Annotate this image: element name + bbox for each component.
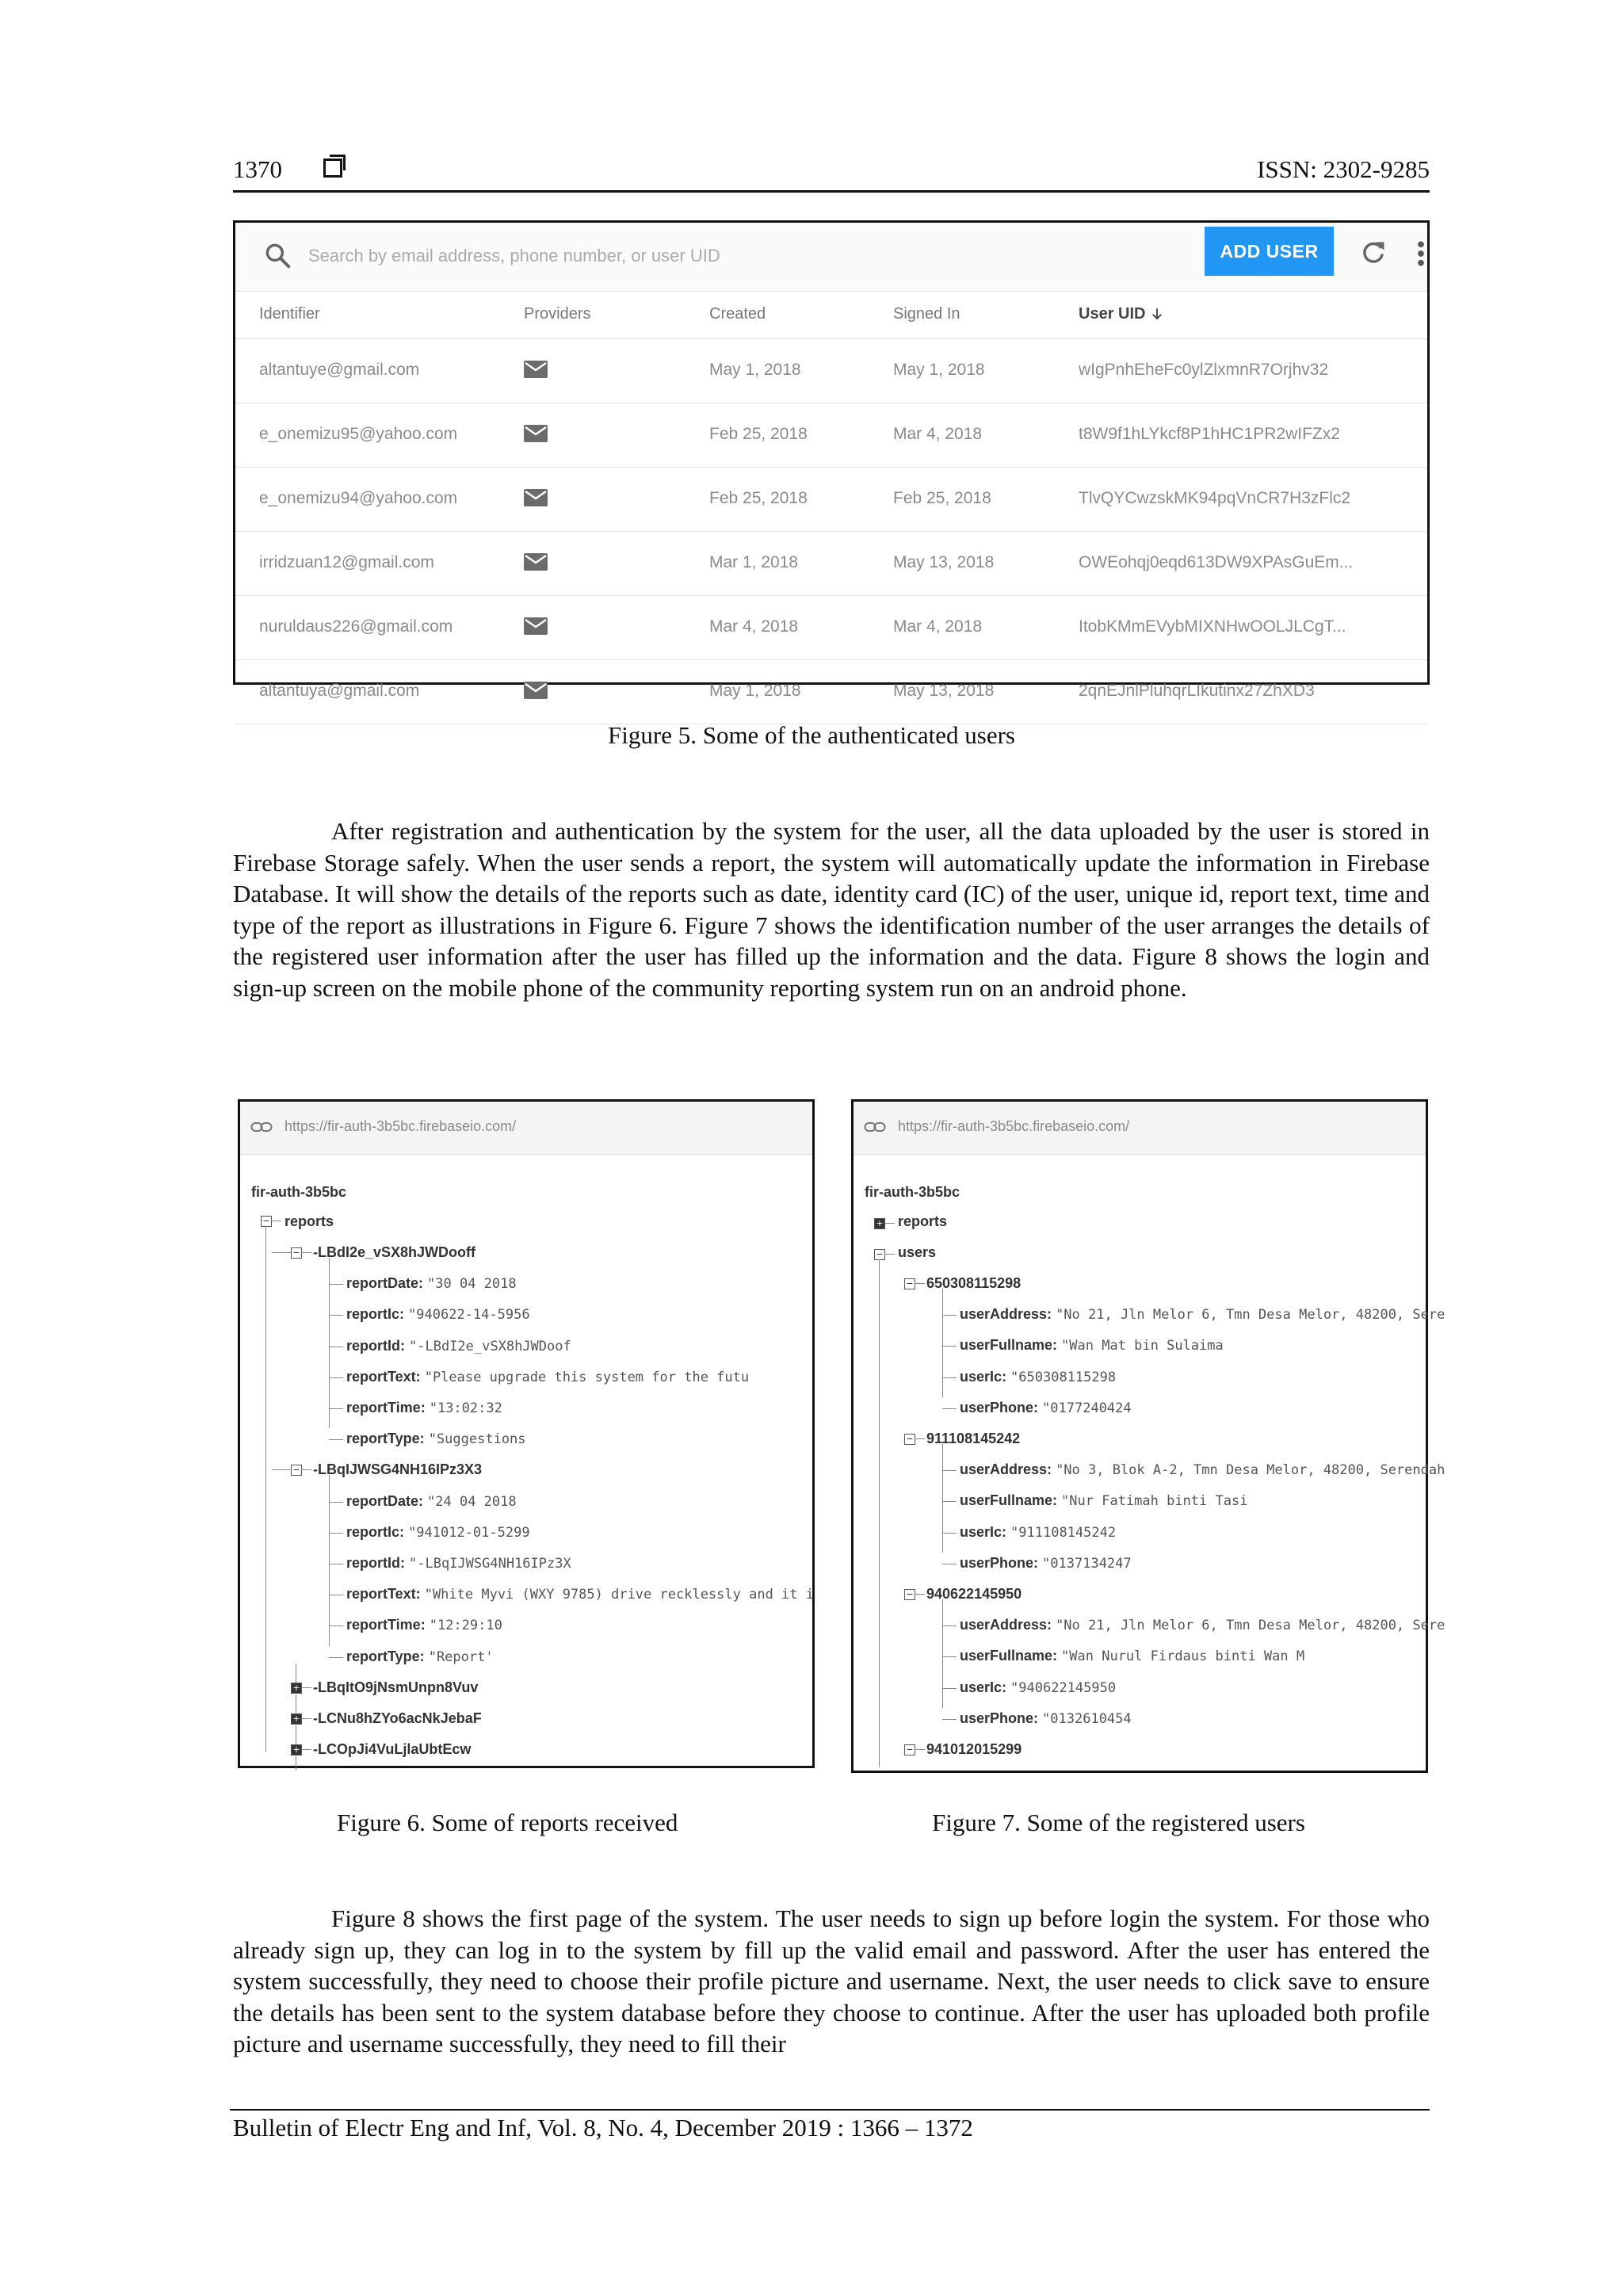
table-row[interactable] <box>235 467 1427 532</box>
tree-connector <box>942 1315 957 1316</box>
field-value[interactable]: "No 21, Jln Melor 6, Tmn Desa Melor, 48200, Sere <box>1056 1618 1445 1634</box>
field-key: userAddress: <box>960 1617 1052 1633</box>
field-key: userPhone: <box>960 1554 1039 1571</box>
tree-connector <box>329 1408 343 1409</box>
page-number: 1370 <box>233 155 282 183</box>
tree-connector <box>942 1377 957 1378</box>
tree-connector <box>301 1718 311 1719</box>
field-value[interactable]: "0137134247 <box>1042 1555 1132 1572</box>
tree-connector <box>265 1226 266 1752</box>
field-key: reportTime: <box>346 1400 426 1415</box>
field-value[interactable]: "940622-14-5956 <box>408 1307 530 1324</box>
table-row[interactable] <box>235 531 1427 596</box>
collapse-icon[interactable]: − <box>291 1465 302 1476</box>
collapse-icon[interactable]: − <box>904 1744 915 1755</box>
collapse-icon[interactable]: − <box>904 1278 915 1289</box>
tree-connector <box>884 1254 895 1255</box>
tree-root[interactable]: fir-auth-3b5bc <box>251 1184 347 1200</box>
tree-field <box>960 1648 1304 1664</box>
tree-node-report[interactable]: -LBdI2e_vSX8hJWDooff <box>313 1244 476 1260</box>
tree-field <box>960 1400 1132 1416</box>
expand-icon[interactable]: + <box>291 1744 302 1755</box>
uid-cell: ItobKMmEVybMIXNHwOOLJLCgT... <box>1079 617 1346 636</box>
tree-connector <box>329 1439 343 1440</box>
tree-connector <box>942 1470 957 1471</box>
tree-connector <box>915 1438 925 1439</box>
column-header-label: User UID <box>1079 305 1146 323</box>
tree-connector <box>329 1377 343 1378</box>
field-value[interactable]: "Suggestions <box>428 1431 526 1448</box>
field-value[interactable]: "24 04 2018 <box>427 1493 517 1510</box>
mail-icon <box>524 682 548 699</box>
field-value[interactable]: "12:29:10 <box>429 1618 502 1634</box>
field-key: userAddress: <box>960 1461 1052 1478</box>
figure-5-user-table <box>233 220 1430 700</box>
field-key: userFullname: <box>960 1337 1058 1354</box>
field-value[interactable]: "911108145242 <box>1010 1524 1117 1541</box>
field-key: reportDate: <box>346 1492 424 1509</box>
search-input[interactable] <box>308 243 815 269</box>
tree-connector <box>329 1533 343 1534</box>
tree-connector <box>942 1289 943 1397</box>
signed-in-cell: Mar 4, 2018 <box>893 425 983 443</box>
tree-connector <box>884 1223 895 1224</box>
tree-connector <box>942 1656 957 1657</box>
add-user-button[interactable]: ADD USER <box>1205 227 1334 276</box>
tree-field <box>346 1555 571 1572</box>
field-key: reportDate: <box>346 1275 424 1292</box>
uid-cell: TlvQYCwzskMK94pqVnCR7H3zFlc2 <box>1079 489 1351 507</box>
table-row[interactable] <box>235 338 1427 403</box>
figure-6-reports-tree <box>238 1099 815 1768</box>
tree-field <box>346 1275 517 1292</box>
database-url[interactable]: https://fir-auth-3b5bc.firebaseio.com/ <box>285 1118 517 1134</box>
field-key: reportText: <box>346 1368 421 1385</box>
field-value[interactable]: "Please upgrade this system for the futu <box>424 1369 750 1385</box>
tree-field <box>346 1431 526 1447</box>
field-key: userFullname: <box>960 1492 1058 1509</box>
field-value[interactable]: "White Myvi (WXY 9785) drive recklessly and it i <box>424 1587 814 1603</box>
tree-field <box>346 1493 517 1510</box>
column-header[interactable]: Identifier <box>259 305 320 323</box>
tree-node-user[interactable]: 940622145950 <box>926 1586 1022 1602</box>
tree-field <box>960 1710 1132 1727</box>
body-paragraph: Figure 8 shows the first page of the system. The user needs to sign up before login the system. For those who already sign up, they can log in to the system by fill up the valid email and password. After the user has entered the system successfully, they need to choose their profile picture and username. Next, the user needs to click save to ensure the details has been sent to the system database before they choose to continue. After the user has uploaded both profile picture and username successfully, they need to fill their <box>233 1904 1430 2057</box>
tree-connector <box>301 1469 311 1470</box>
tree-connector <box>942 1346 957 1347</box>
field-value[interactable]: "Nur Fatimah binti Tasi <box>1061 1493 1248 1510</box>
table-row[interactable] <box>235 403 1427 468</box>
tree-field <box>960 1306 1445 1323</box>
search-icon <box>262 240 292 270</box>
more-vert-icon[interactable] <box>1415 238 1427 269</box>
footer-citation: Bulletin of Electr Eng and Inf, Vol. 8, No. 4, December 2019 : 1366 – 1372 <box>233 2114 973 2141</box>
tree-connector <box>915 1594 925 1595</box>
tree-field <box>346 1338 571 1354</box>
tree-node-report[interactable]: -LCNu8hZYo6acNkJebaF <box>313 1710 482 1726</box>
created-cell: Feb 25, 2018 <box>709 489 808 507</box>
field-key: reportIc: <box>346 1306 405 1323</box>
tree-field <box>960 1492 1247 1509</box>
tree-connector <box>942 1501 957 1502</box>
collapse-icon[interactable]: − <box>904 1589 915 1600</box>
tree-connector <box>329 1284 343 1285</box>
tree-connector <box>942 1444 943 1553</box>
field-value[interactable]: "-LBqIJWSG4NH16IPz3X <box>409 1556 571 1572</box>
page-box-icon <box>323 159 342 178</box>
tree-node-report[interactable]: -LCOpJi4VuLjlaUbtEcw <box>313 1741 472 1758</box>
mail-icon <box>524 617 548 635</box>
column-header[interactable]: Providers <box>524 305 591 323</box>
field-value[interactable]: "No 3, Blok A-2, Tmn Desa Melor, 48200, Serendah <box>1056 1462 1445 1479</box>
tree-node-user[interactable]: 650308115298 <box>926 1275 1022 1291</box>
issn: ISSN: 2302-9285 <box>1257 155 1430 183</box>
identifier-cell: altantuye@gmail.com <box>259 361 420 379</box>
field-value[interactable]: "0132610454 <box>1042 1710 1132 1727</box>
tree-node-users[interactable]: users <box>898 1244 937 1260</box>
tree-node-report[interactable]: -LBqItO9jNsmUnpn8Vuv <box>313 1679 479 1695</box>
table-header <box>235 291 1427 339</box>
field-value[interactable]: "13:02:32 <box>429 1400 502 1416</box>
mail-icon <box>524 361 548 378</box>
field-key: userIc: <box>960 1368 1007 1385</box>
tree-field <box>346 1400 502 1416</box>
tree-connector <box>301 1749 311 1750</box>
identifier-cell: irridzuan12@gmail.com <box>259 553 434 571</box>
field-value[interactable]: "Wan Nurul Firdaus binti Wan M <box>1061 1648 1305 1665</box>
field-value[interactable]: "-LBdI2e_vSX8hJWDoof <box>409 1338 571 1354</box>
tree-field <box>960 1461 1445 1478</box>
created-cell: Mar 1, 2018 <box>709 553 799 571</box>
collapse-icon[interactable]: − <box>291 1247 302 1259</box>
field-value[interactable]: "No 21, Jln Melor 6, Tmn Desa Melor, 48200, Sere <box>1056 1307 1445 1324</box>
field-key: reportType: <box>346 1648 425 1664</box>
figure-7-users-tree <box>851 1099 1445 1773</box>
field-value[interactable]: "30 04 2018 <box>427 1276 517 1293</box>
identifier-cell: nuruldaus226@gmail.com <box>259 617 453 636</box>
tree-field <box>346 1306 530 1323</box>
figure-7-caption: Figure 7. Some of the registered users <box>932 1809 1305 1836</box>
tree-connector <box>942 1533 957 1534</box>
field-key: userIc: <box>960 1679 1007 1695</box>
field-value[interactable]: "650308115298 <box>1010 1369 1117 1385</box>
mail-icon <box>524 489 548 506</box>
tree-connector <box>272 1469 291 1470</box>
field-value[interactable]: "940622145950 <box>1010 1679 1117 1696</box>
tree-field <box>960 1524 1116 1541</box>
uid-cell: wIgPnhEheFc0ylZlxmnR7Orjhv32 <box>1079 361 1329 379</box>
table-row[interactable] <box>235 659 1427 724</box>
field-key: reportIc: <box>346 1523 405 1540</box>
tree-connector <box>272 1252 291 1253</box>
header-rule <box>233 190 1430 193</box>
tree-connector <box>301 1252 311 1253</box>
tree-connector <box>915 1283 925 1284</box>
collapse-icon[interactable]: − <box>904 1434 915 1445</box>
tree-field <box>960 1337 1224 1354</box>
expand-icon[interactable]: + <box>291 1713 302 1725</box>
tree-connector <box>329 1315 343 1316</box>
tree-field <box>346 1524 530 1541</box>
tree-node-user[interactable]: 911108145242 <box>926 1431 1021 1446</box>
field-key: userAddress: <box>960 1306 1052 1323</box>
created-cell: May 1, 2018 <box>709 682 801 700</box>
refresh-icon[interactable] <box>1359 239 1388 267</box>
uid-cell: t8W9f1hLYkcf8P1hHC1PR2wIFZx2 <box>1079 425 1340 443</box>
field-value[interactable]: "941012-01-5299 <box>408 1524 530 1541</box>
footer-rule <box>230 2109 1430 2111</box>
tree-connector <box>301 1687 311 1688</box>
tree-field <box>960 1617 1445 1633</box>
expand-icon[interactable]: + <box>874 1218 885 1229</box>
tree-node-reports[interactable]: reports <box>898 1213 948 1229</box>
field-key: userPhone: <box>960 1399 1039 1415</box>
created-cell: May 1, 2018 <box>709 361 801 379</box>
figure-6-caption: Figure 6. Some of reports received <box>337 1809 678 1836</box>
tree-connector <box>329 1657 343 1658</box>
tree-connector <box>879 1259 880 1767</box>
column-header-user-uid[interactable] <box>1079 305 1164 323</box>
field-value[interactable]: "Report' <box>428 1648 494 1665</box>
identifier-cell: e_onemizu94@yahoo.com <box>259 489 458 507</box>
field-value[interactable]: "0177240424 <box>1042 1400 1132 1416</box>
table-row[interactable] <box>235 595 1427 660</box>
tree-field <box>960 1679 1116 1696</box>
tree-connector <box>942 1408 957 1409</box>
field-key: userPhone: <box>960 1710 1039 1726</box>
tree-connector <box>942 1688 957 1689</box>
uid-cell: OWEohqj0eqd613DW9XPAsGuEm... <box>1079 553 1354 571</box>
tree-node-report[interactable]: -LBqIJWSG4NH16IPz3X3 <box>313 1461 483 1478</box>
tree-node-user[interactable]: 941012015299 <box>926 1741 1022 1757</box>
figure-5-caption: Figure 5. Some of the authenticated users <box>608 721 1015 749</box>
signed-in-cell: Mar 4, 2018 <box>893 617 983 636</box>
tree-field <box>346 1586 814 1603</box>
tree-connector <box>329 1502 343 1503</box>
column-header[interactable]: Created <box>709 305 766 323</box>
tree-connector <box>942 1599 943 1708</box>
created-cell: Feb 25, 2018 <box>709 425 808 443</box>
signed-in-cell: May 13, 2018 <box>893 682 995 700</box>
signed-in-cell: May 1, 2018 <box>893 361 985 379</box>
field-value[interactable]: "Wan Mat bin Sulaima <box>1061 1338 1224 1354</box>
collapse-icon[interactable]: − <box>261 1216 272 1227</box>
field-key: reportText: <box>346 1586 421 1603</box>
tree-node-reports[interactable]: reports <box>285 1213 334 1229</box>
tree-field <box>960 1369 1116 1385</box>
identifier-cell: e_onemizu95@yahoo.com <box>259 425 458 443</box>
tree-root[interactable]: fir-auth-3b5bc <box>865 1184 960 1200</box>
uid-cell: 2qnEJnlPluhqrLIkutinx27ZhXD3 <box>1079 682 1315 700</box>
tree-field <box>346 1648 494 1665</box>
collapse-icon[interactable]: − <box>874 1249 885 1260</box>
field-key: reportId: <box>346 1337 405 1354</box>
created-cell: Mar 4, 2018 <box>709 617 799 636</box>
tree-field <box>346 1369 749 1385</box>
mail-icon <box>524 425 548 442</box>
field-key: userIc: <box>960 1523 1007 1540</box>
field-key: userFullname: <box>960 1648 1058 1664</box>
tree-field <box>960 1555 1132 1572</box>
signed-in-cell: May 13, 2018 <box>893 553 995 571</box>
tree-connector <box>942 1719 957 1720</box>
toolbar <box>235 223 1427 292</box>
mail-icon <box>524 553 548 571</box>
identifier-cell: altantuya@gmail.com <box>259 682 420 700</box>
arrow-down-icon <box>1150 307 1164 321</box>
field-key: reportId: <box>346 1555 405 1571</box>
body-paragraph: After registration and authentication by the system for the user, all the data uploaded by the user is stored in Firebase Storage safely. When the user sends a report, the system will automatically update the information in Firebase Database. It will show the details of the reports such as date, identity card (IC) of the user, unique id, report text, time and type of the report as illustrations in Figure 6. Figure 7 shows the identification number of the user arranges the details of the registered user information after the user has filled up the information and the data. Figure 8 shows the login and sign-up screen on the mobile phone of the community reporting system run on an android phone. <box>233 817 1430 1002</box>
field-key: reportTime: <box>346 1617 426 1633</box>
expand-icon[interactable]: + <box>291 1683 302 1694</box>
database-url[interactable]: https://fir-auth-3b5bc.firebaseio.com/ <box>898 1118 1130 1134</box>
field-key: reportType: <box>346 1431 425 1447</box>
column-header[interactable]: Signed In <box>893 305 960 323</box>
signed-in-cell: Feb 25, 2018 <box>893 489 991 507</box>
tree-connector <box>915 1749 925 1750</box>
tree-field <box>346 1617 502 1633</box>
